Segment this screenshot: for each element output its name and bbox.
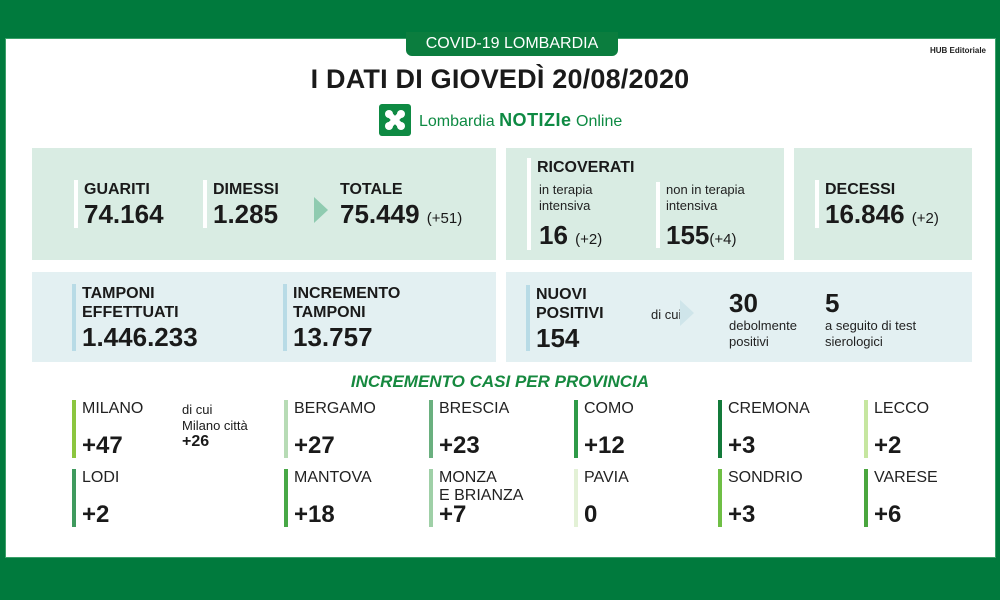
province-name: LODI (82, 469, 120, 486)
tamponi-label-1: TAMPONI (82, 285, 155, 302)
province-value: +6 (874, 501, 902, 528)
deboli-label-2: positivi (729, 334, 769, 349)
tamponi-label-2: EFFETTUATI (82, 304, 179, 321)
brand-prefix: Lombardia (419, 112, 495, 130)
province-color-bar (718, 469, 722, 527)
sierologici-stat (825, 288, 916, 350)
province-name: BERGAMO (294, 400, 376, 417)
province-name: MONZA (439, 469, 497, 486)
province-tile-varese (864, 469, 938, 527)
province-value: +3 (728, 432, 756, 459)
brand-bold: NOTIZIe (499, 109, 572, 130)
guariti-value: 74.164 (84, 199, 164, 229)
dimessi-stat (203, 180, 279, 228)
province-tile-cremona (718, 400, 810, 458)
province-color-bar (718, 400, 722, 458)
province-tile-sondrio (718, 469, 803, 527)
tamponi-effettuati-stat (72, 284, 198, 351)
deboli-stat (729, 288, 797, 350)
non-intensiva-label-1: non in terapia (666, 182, 745, 197)
brand-text (419, 110, 622, 131)
province-value: +12 (584, 432, 625, 459)
lombardia-rose-icon (379, 104, 411, 136)
non-intensiva-stat (656, 182, 745, 248)
deboli-value: 30 (729, 288, 758, 318)
province-tile-lodi (72, 469, 119, 527)
sierologici-label-2: sierologici (825, 334, 883, 349)
di-cui-label: di cui (651, 307, 682, 322)
milano-city-label-2: Milano città (182, 418, 248, 433)
province-name: PAVIA (584, 469, 629, 486)
province-color-bar (574, 400, 578, 458)
non-intensiva-value: 155 (666, 220, 710, 250)
brand-logo (379, 104, 622, 136)
credit-label: HUB Editoriale (929, 46, 986, 55)
province-color-bar (864, 400, 868, 458)
intensiva-label-1: in terapia (539, 182, 593, 197)
province-tile-milano (72, 400, 143, 458)
decessi-delta: (+2) (911, 210, 939, 227)
totale-label: TOTALE (340, 181, 403, 198)
province-name: MANTOVA (294, 469, 372, 486)
province-color-bar (574, 469, 578, 527)
province-value: +2 (874, 432, 902, 459)
province-value: +47 (82, 432, 123, 459)
brand-suffix: Online (576, 112, 623, 130)
province-name: CREMONA (728, 400, 810, 417)
province-tile-brescia (429, 400, 509, 458)
province-name: SONDRIO (728, 469, 803, 486)
province-value: +18 (294, 501, 335, 528)
province-color-bar (72, 400, 76, 458)
tamponi-value: 1.446.233 (82, 322, 198, 352)
sierologici-label-1: a seguito di test (825, 318, 917, 333)
milano-city-label-1: di cui (182, 402, 213, 417)
province-name: BRESCIA (439, 400, 510, 417)
totale-delta: (+51) (426, 210, 463, 227)
guariti-label: GUARITI (84, 181, 150, 198)
incremento-value: 13.757 (293, 322, 373, 352)
positivi-value: 154 (536, 323, 580, 353)
totale-stat (340, 180, 462, 234)
arrow-right-icon (680, 300, 694, 326)
province-color-bar (284, 469, 288, 527)
intensiva-value: 16 (539, 220, 568, 250)
province-tile-lecco (864, 400, 929, 458)
incremento-label-2: TAMPONI (293, 304, 366, 321)
province-name: MILANO (82, 400, 144, 417)
header-badge: COVID-19 LOMBARDIA (406, 32, 618, 56)
milano-city-value: +26 (182, 433, 210, 450)
province-value: 0 (584, 501, 598, 528)
incremento-label-1: INCREMENTO (293, 285, 401, 302)
province-tile-bergamo (284, 400, 376, 458)
non-intensiva-delta: (+4) (709, 231, 737, 248)
milano-city-note (182, 402, 248, 450)
province-name-2: E BRIANZA (439, 487, 524, 504)
dimessi-value: 1.285 (213, 199, 279, 229)
page-title: I DATI DI GIOVEDÌ 20/08/2020 (310, 64, 690, 94)
province-tile-mantova (284, 469, 372, 527)
province-color-bar (72, 469, 76, 527)
province-color-bar (864, 469, 868, 527)
arrow-right-icon (314, 197, 328, 223)
province-name: LECCO (874, 400, 930, 417)
decessi-value: 16.846 (825, 199, 905, 229)
province-value: +27 (294, 432, 335, 459)
non-intensiva-label-2: intensiva (666, 198, 718, 213)
province-tile-monza (429, 469, 523, 527)
decessi-stat (815, 180, 939, 228)
province-tile-como (574, 400, 634, 458)
dimessi-label: DIMESSI (213, 181, 279, 198)
totale-value: 75.449 (340, 199, 420, 229)
intensiva-stat (539, 182, 602, 255)
positivi-label-1: NUOVI (536, 286, 587, 303)
province-color-bar (284, 400, 288, 458)
province-color-bar (429, 400, 433, 458)
province-tile-pavia (574, 469, 629, 527)
positivi-label-2: POSITIVI (536, 305, 604, 322)
deboli-label-1: debolmente (729, 318, 797, 333)
province-value: +23 (439, 432, 480, 459)
province-value: +2 (82, 501, 110, 528)
province-color-bar (429, 469, 433, 527)
guariti-stat (74, 180, 164, 228)
sierologici-value: 5 (825, 288, 840, 318)
province-section-title: INCREMENTO CASI PER PROVINCIA (350, 372, 650, 391)
province-name: COMO (584, 400, 634, 417)
intensiva-label-2: intensiva (539, 198, 591, 213)
province-name: VARESE (874, 469, 938, 486)
nuovi-positivi-stat (526, 285, 604, 351)
intensiva-delta: (+2) (575, 231, 603, 248)
decessi-label: DECESSI (825, 181, 896, 198)
province-value: +7 (439, 501, 467, 528)
ricoverati-label: RICOVERATI (537, 159, 635, 176)
incremento-tamponi-stat (283, 284, 400, 351)
province-value: +3 (728, 501, 756, 528)
